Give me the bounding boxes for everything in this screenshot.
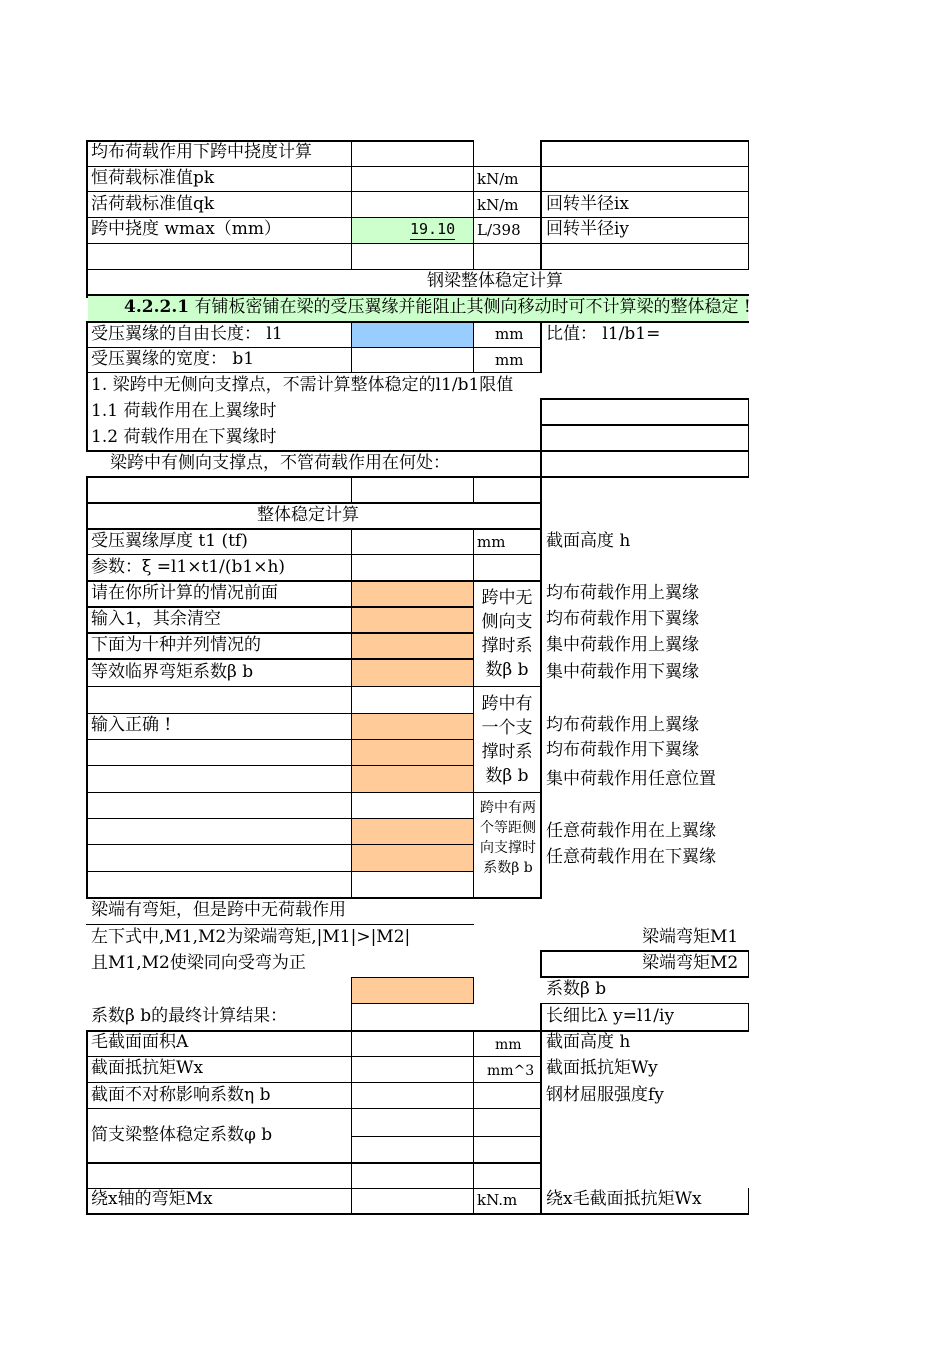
grid-line	[351, 977, 352, 1215]
upper-flange-label: 1.1 荷载作用在上翼缘时	[91, 401, 277, 421]
grid-line	[540, 140, 542, 270]
thickness-unit: mm	[477, 533, 506, 551]
grid-line	[473, 1030, 474, 1215]
clause-banner	[124, 299, 751, 316]
eta-label: 截面不对称影响系数η b	[91, 1085, 271, 1105]
case-uniform-upper-1: 均布荷载作用上翼缘	[546, 583, 699, 603]
input-case-9[interactable]	[352, 845, 473, 871]
grid-line	[86, 450, 749, 452]
slenderness-label: 长细比λ y=l1/iy	[546, 1006, 675, 1026]
gross-area-unit: mm	[495, 1037, 522, 1053]
param-label: 参数：ξ =l1×t1/(b1×h)	[91, 557, 286, 577]
gyration-x-label: 回转半径ix	[546, 194, 630, 214]
grid-line	[86, 924, 474, 925]
grid-line	[473, 977, 474, 1004]
grid-line	[86, 321, 88, 452]
live-load-unit: kN/m	[477, 196, 519, 214]
grid-line	[86, 321, 749, 323]
case-point-lower: 集中荷载作用下翼缘	[546, 662, 699, 682]
gross-area-label: 毛截面面积A	[91, 1032, 189, 1052]
grid-line	[540, 140, 749, 142]
width-unit: mm	[495, 351, 524, 369]
grid-line	[540, 950, 749, 952]
grid-line	[540, 398, 749, 400]
grid-line	[748, 1003, 749, 1031]
grid-line	[352, 1003, 474, 1004]
input-case-3[interactable]	[352, 634, 473, 660]
lower-flange-label: 1.2 荷载作用在下翼缘时	[91, 427, 277, 447]
input-correct-text: 输入正确 !	[91, 715, 172, 735]
free-length-label: 受压翼缘的自由长度： l1	[91, 324, 283, 344]
live-load-label: 活荷载标准值qk	[91, 194, 215, 214]
grid-line	[86, 632, 474, 634]
grid-line	[86, 658, 474, 660]
thickness-label: 受压翼缘厚度 t1 (tf)	[91, 531, 248, 551]
grid-line	[540, 398, 542, 478]
prop-height-label: 截面高度 h	[546, 1032, 631, 1052]
clause-text: 有铺板密铺在梁的受压翼缘并能阻止其侧向移动时可不计算梁的整体稳定 !	[189, 297, 751, 317]
final-result-label: 系数β b的最终计算结果：	[91, 1006, 288, 1026]
case-any-upper: 任意荷载作用在上翼缘	[546, 821, 716, 841]
grid-line	[748, 1188, 749, 1215]
no-support-text: 1. 梁跨中无侧向支撑点，不需计算整体稳定的l1/b1限值	[91, 375, 514, 395]
grid-line	[748, 140, 749, 270]
grid-line	[86, 1030, 88, 1215]
grid-line	[351, 528, 352, 899]
input-case-6[interactable]	[352, 740, 473, 766]
free-length-unit: mm	[495, 325, 524, 343]
grid-line	[473, 476, 474, 504]
grid-line	[351, 140, 352, 270]
case-uniform-lower-2: 均布荷载作用下翼缘	[546, 740, 699, 760]
grid-line	[540, 1003, 542, 1215]
free-length-input[interactable]	[352, 322, 473, 347]
dead-load-unit: kN/m	[477, 170, 519, 188]
input-case-1[interactable]	[352, 582, 473, 608]
grid-line	[86, 140, 88, 298]
end-moment-m1-label: 梁端弯矩M1	[642, 927, 739, 947]
deflection-title: 均布荷载作用下跨中挠度计算	[91, 142, 312, 162]
grid-line	[86, 191, 749, 192]
gyration-y-label: 回转半径iy	[546, 219, 630, 239]
end-moment-line-3: 且M1,M2使梁同向受弯为正	[91, 953, 306, 973]
grid-line	[86, 871, 474, 872]
grid-line	[86, 166, 749, 167]
grid-line	[86, 269, 749, 270]
wmax-value: 19.10	[410, 220, 456, 238]
input-case-10[interactable]	[352, 978, 473, 1004]
input-case-7[interactable]	[352, 766, 473, 792]
case-point-upper: 集中荷载作用上翼缘	[546, 635, 699, 655]
instruction-line-2: 输入1，其余清空	[91, 609, 221, 629]
mx-unit: kN.m	[477, 1191, 518, 1209]
grid-line	[540, 950, 542, 978]
grid-line	[86, 818, 474, 819]
input-case-8[interactable]	[352, 819, 473, 845]
instruction-line-1: 请在你所计算的情况前面	[91, 583, 278, 603]
phi-label: 简支梁整体稳定系数φ b	[91, 1125, 273, 1145]
wx-label: 截面抵抗矩Wx	[91, 1058, 204, 1078]
wmax-label: 跨中挠度 wmax（mm）	[91, 219, 282, 239]
case-any-lower: 任意荷载作用在下翼缘	[546, 847, 716, 867]
group-one-support: 跨中有一个支撑时系数β b	[481, 694, 533, 786]
deflection-ratio: L/398	[477, 221, 521, 239]
grid-line	[473, 140, 474, 270]
grid-line	[86, 739, 474, 740]
grid-line	[86, 243, 749, 244]
ratio-label: 比值： l1/b1=	[546, 324, 661, 344]
overall-title: 整体稳定计算	[257, 505, 359, 525]
case-point-any: 集中荷载作用任意位置	[546, 769, 716, 789]
clause-number: 4.2.2.1	[124, 297, 190, 317]
mx-label: 绕x轴的弯矩Mx	[91, 1189, 213, 1209]
grid-line	[352, 1136, 542, 1137]
grid-line	[540, 321, 542, 373]
grid-line	[748, 398, 749, 478]
case-uniform-lower-1: 均布荷载作用下翼缘	[546, 609, 699, 629]
input-case-2[interactable]	[352, 608, 473, 634]
case-uniform-upper-2: 均布荷载作用上翼缘	[546, 715, 699, 735]
grid-line	[540, 476, 542, 899]
stability-title: 钢梁整体稳定计算	[427, 271, 563, 291]
grid-line	[351, 476, 352, 504]
with-support-text: 梁跨中有侧向支撑点，不管荷载作用在何处：	[110, 453, 450, 473]
grid-line	[351, 321, 352, 373]
width-label: 受压翼缘的宽度： b1	[91, 349, 255, 369]
end-moment-m2-label: 梁端弯矩M2	[642, 953, 739, 973]
group-no-support: 跨中无侧向支撑时系数β b	[481, 588, 533, 680]
fy-label: 钢材屈服强度fy	[546, 1085, 664, 1105]
instruction-line-4: 等效临界弯矩系数β b	[91, 662, 254, 682]
grid-line	[540, 1003, 749, 1004]
grid-line	[540, 976, 749, 978]
instruction-line-3: 下面为十种并列情况的	[91, 635, 261, 655]
dead-load-label: 恒荷载标准值pk	[91, 168, 215, 188]
section-height-label: 截面高度 h	[546, 531, 631, 551]
grid-line	[352, 977, 474, 978]
grid-line	[86, 476, 749, 478]
grid-line	[748, 950, 749, 978]
wx-gross-label: 绕x毛截面抵抗矩Wx	[546, 1189, 702, 1209]
grid-line	[86, 1213, 749, 1215]
grid-line	[86, 713, 474, 714]
grid-line	[86, 844, 474, 845]
grid-line	[86, 294, 749, 296]
wy-label: 截面抵抗矩Wy	[546, 1058, 658, 1078]
grid-line	[86, 476, 88, 899]
grid-line	[86, 606, 474, 608]
grid-line	[473, 321, 474, 373]
end-moment-line-1: 梁端有弯矩，但是跨中无荷载作用	[91, 900, 346, 920]
group-two-supports: 跨中有两个等距侧向支撑时系数β b	[480, 800, 536, 876]
grid-line	[86, 217, 749, 218]
coefficient-beta-label: 系数β b	[546, 979, 607, 999]
input-case-4[interactable]	[352, 660, 473, 686]
wx-unit: mm^3	[487, 1063, 535, 1079]
input-case-5[interactable]	[352, 714, 473, 740]
end-moment-line-2: 左下式中,M1,M2为梁端弯矩,|M1|>|M2|	[91, 927, 411, 947]
grid-line	[86, 765, 474, 766]
grid-line	[473, 528, 474, 899]
grid-line	[540, 424, 749, 426]
